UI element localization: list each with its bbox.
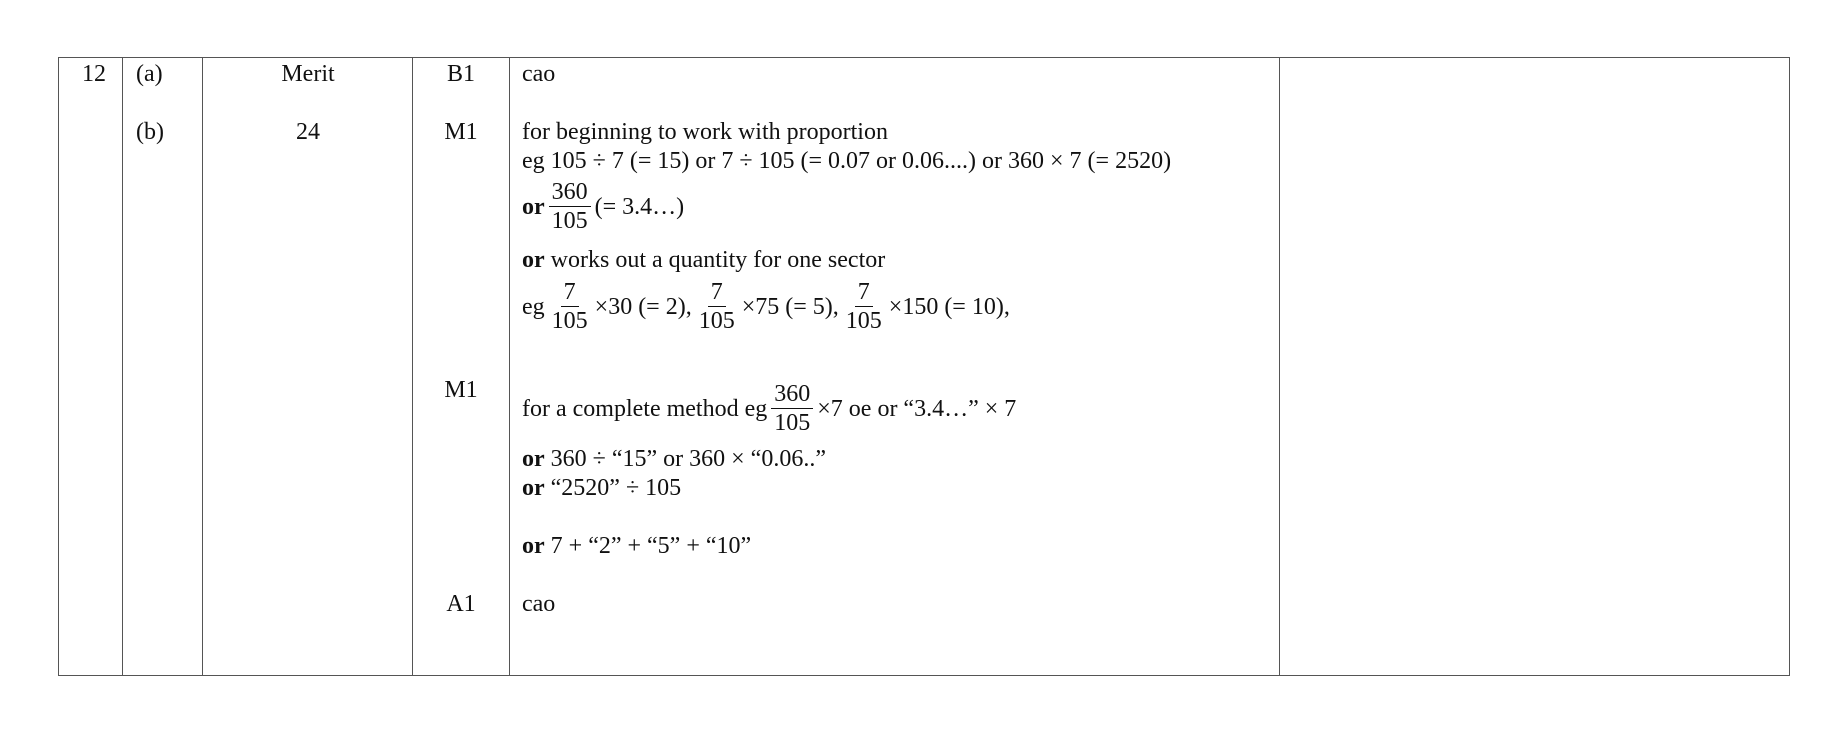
or-keyword: or	[522, 193, 545, 220]
or-keyword: or	[522, 247, 545, 273]
or-keyword: or	[522, 475, 545, 501]
m1-example: eg 105 ÷ 7 (= 15) or 7 ÷ 105 (= 0.07 or 0.06....) or 360 × 7 (= 2520)	[522, 148, 1172, 174]
m2-alternative-1: or 360 ÷ “15” or 360 × “0.06..”	[522, 446, 826, 472]
m1-sector-line	[522, 246, 885, 274]
fraction: $\frac{7}{105}$	[551, 279, 588, 334]
m1-fraction-line	[522, 178, 684, 235]
fraction: $\frac{7}{105}$	[698, 279, 735, 334]
part-b-answer: 24	[296, 119, 320, 145]
column-divider	[1279, 58, 1280, 675]
sector-examples-line	[522, 278, 1010, 335]
or-keyword: or	[522, 533, 545, 559]
part-a-answer: Merit	[281, 61, 335, 87]
m2-method-line	[522, 380, 1016, 437]
part-a-mark: B1	[446, 61, 475, 87]
part-a-label: (a)	[136, 61, 163, 87]
part-b-label: (b)	[136, 119, 164, 145]
part-b-mark-a1: A1	[446, 591, 476, 617]
sector-text: works out a quantity for one sector	[550, 247, 886, 273]
m2-alternative-3: or 7 + “2” + “5” + “10”	[522, 533, 752, 559]
fraction-result: (= 3.4…)	[594, 193, 685, 220]
part-b-mark-m1: M1	[444, 119, 478, 145]
or-keyword: or	[522, 446, 545, 472]
m1-description: for beginning to work with proportion	[522, 119, 888, 145]
column-divider	[412, 58, 413, 675]
eg-label: eg	[522, 293, 545, 320]
m2-alternative-2: or “2520” ÷ 105	[522, 475, 682, 501]
m2-prefix: for a complete method eg	[522, 395, 768, 422]
part-a-notes: cao	[522, 61, 556, 87]
m2-suffix: ×7 oe or “3.4…” × 7	[817, 395, 1017, 422]
sector-example-tail: ×30 (= 2),	[594, 293, 692, 320]
column-divider	[202, 58, 203, 675]
part-b-mark-m1-second: M1	[444, 377, 478, 403]
fraction: $\frac{360}{105}$	[549, 178, 591, 235]
column-divider	[122, 58, 123, 675]
fraction: $\frac{7}{105}$	[845, 279, 882, 334]
a1-notes: cao	[522, 591, 556, 617]
fraction: $\frac{360}{105}$	[771, 380, 813, 437]
sector-example-tail: ×150 (= 10),	[888, 293, 1010, 320]
column-divider	[509, 58, 510, 675]
sector-example-tail: ×75 (= 5),	[741, 293, 839, 320]
question-number: 12	[82, 61, 106, 87]
